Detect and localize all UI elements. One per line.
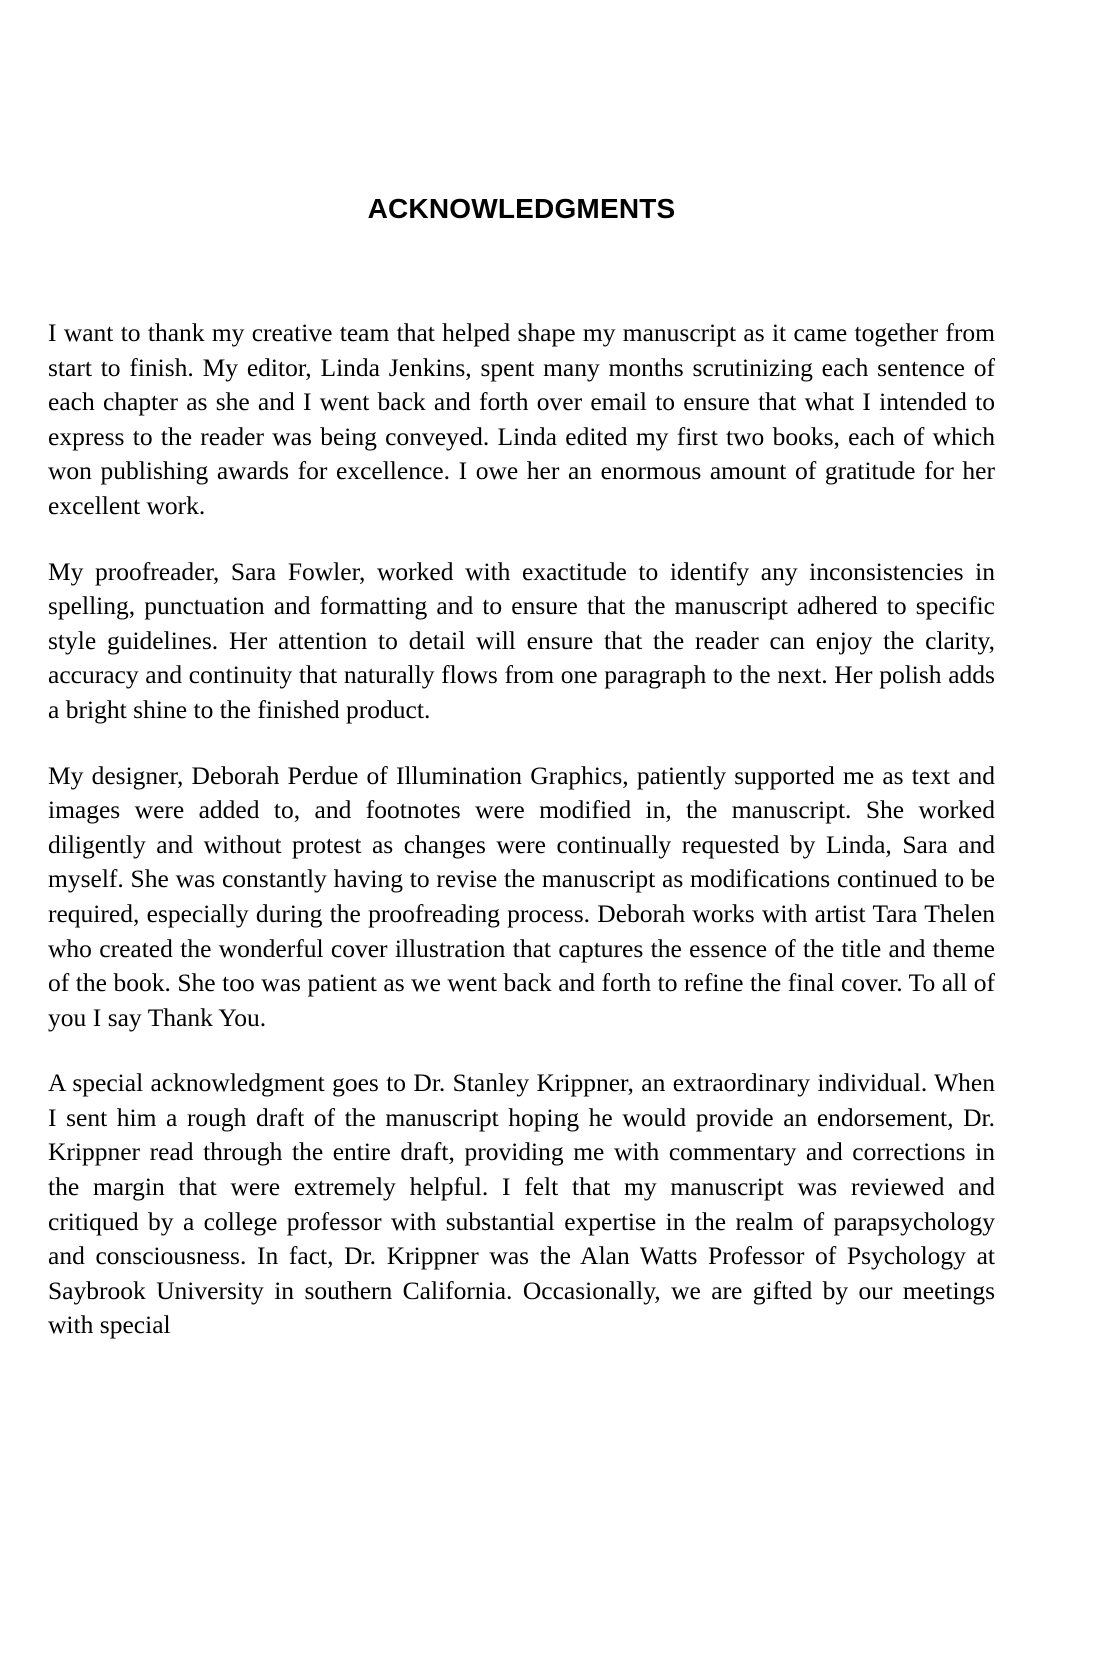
paragraph-1: I want to thank my creative team that helped shape my manuscript as it came together from start to finish. My editor, Linda Jenkins, spent many months scrutinizing each sentence of each chapter as she and I went back and forth over email to ensure that what I intended to express to the reader was being conveyed. Linda edited my first two books, each of which won publishing awards for excellence. I owe her an enormous amount of gratitude for her excellent work. [48, 318, 995, 520]
page-content-column [48, 0, 995, 1343]
paragraph-3: My designer, Deborah Perdue of Illumination Graphics, patiently supported me as text and images were added to, and footnotes were modified in, the manuscript. She worked diligently and without protest as changes were continually requested by Linda, Sara and myself. She was constantly having to revise the manuscript as modifications continued to be required, especially during the proofreading process. Deborah works with artist Tara Thelen who created the wonderful cover illustration that captures the essence of the title and theme of the book. She too was patient as we went back and forth to refine the final cover. To all of you I say Thank You. [48, 760, 995, 1032]
page-title: acknowledgments [367, 183, 676, 227]
paragraph-2: My proofreader, Sara Fowler, worked with exactitude to identify any inconsistencies in spelling, punctuation and formatting and to ensure that the manuscript adhered to specific style guidelines. Her attention to detail will ensure that the reader can enjoy the clarity, accuracy and continuity that naturally flows from one paragraph to the next. Her polish adds a bright shine to the finished product. [48, 556, 995, 724]
paragraph-4: A special acknowledgment goes to Dr. Stanley Krippner, an extraordinary individual. When I sent him a rough draft of the manuscript hoping he would provide an endorsement, Dr. Krippner read through the entire draft, providing me with commentary and corrections in the margin that were extremely helpful. I felt that my manuscript was reviewed and critiqued by a college professor with substantial expertise in the realm of parapsychology and consciousness. In fact, Dr. Krippner was the Alan Watts Professor of Psychology at Saybrook University in southern California. Occasionally, we are gifted by our meetings with special [48, 1068, 995, 1340]
body-text-block [48, 316, 995, 1343]
